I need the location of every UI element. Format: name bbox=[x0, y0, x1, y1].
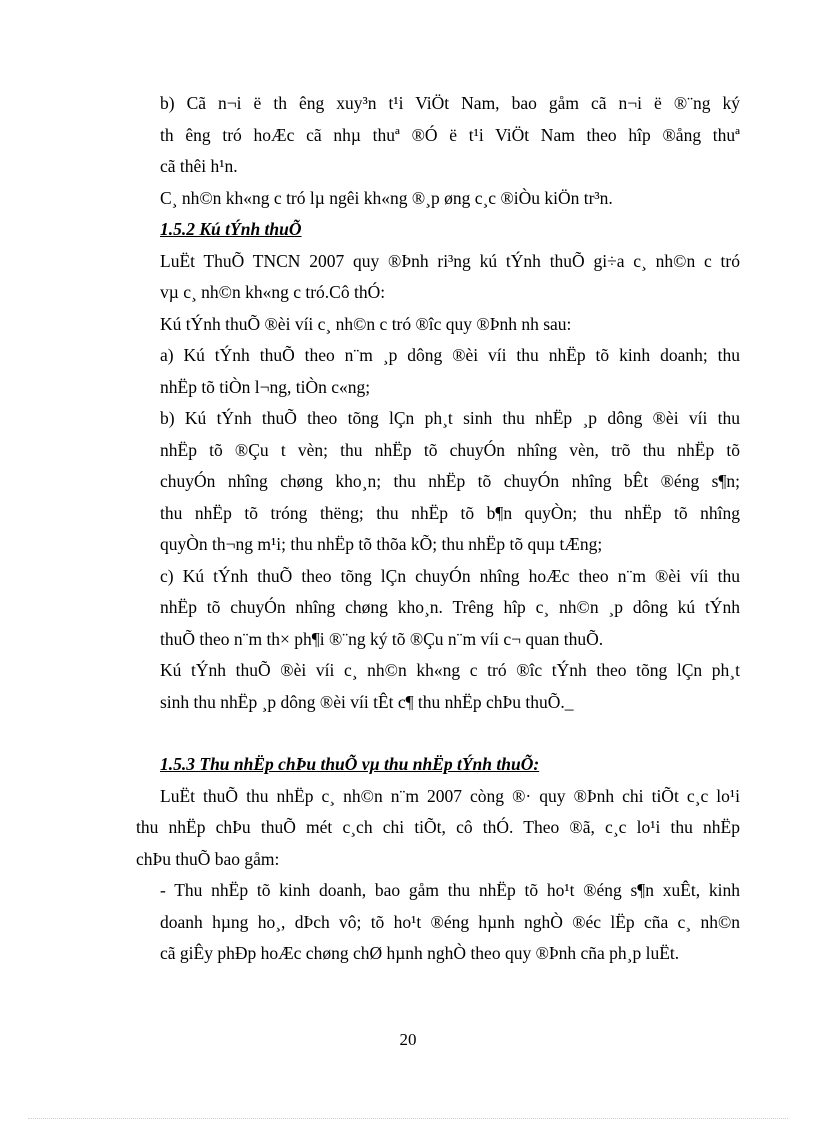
paragraph-line: Kú tÝnh thuÕ ®èi víi c¸ nh©n c tró ®îc quy ®Þnh nh sau: bbox=[160, 313, 572, 334]
paragraph-line: thu nhËp tõ tróng thëng; thu nhËp tõ b¶n quyÒn; thu nhËp tõ nhîng bbox=[160, 502, 740, 523]
paragraph-line: chuyÓn nhîng chøng kho¸n; thu nhËp tõ chuyÓn nhîng bÊt ®éng s¶n; bbox=[160, 471, 740, 491]
section-heading-1-5-2: 1.5.2 Kú tÝnh thuÕ bbox=[160, 219, 302, 239]
paragraph-line: vµ c¸ nh©n kh«ng c tró.Cô thÓ: bbox=[160, 282, 386, 302]
page-bottom-border bbox=[28, 1118, 788, 1119]
page-number: 20 bbox=[399, 1030, 417, 1049]
paragraph-line: LuËt ThuÕ TNCN 2007 quy ®Þnh ri³ng kú tÝnh thuÕ gi÷a c¸ nh©n c tró bbox=[160, 250, 740, 271]
paragraph-line: sinh thu nhËp ¸p dông ®èi víi tÊt c¶ thu nhËp chÞu thuÕ._ bbox=[160, 691, 574, 712]
page-body bbox=[136, 88, 740, 970]
paragraph-line: chÞu thuÕ bao gåm: bbox=[136, 848, 280, 869]
paragraph-line: C¸ nh©n kh«ng c tró lµ ngêi kh«ng ®¸p øng c¸c ®iÒu kiÖn tr³n. bbox=[160, 187, 613, 208]
section-heading-1-5-3: 1.5.3 Thu nhËp chÞu thuÕ vµ thu nhËp tÝnh thuÕ: bbox=[160, 754, 540, 774]
paragraph-line: Kú tÝnh thuÕ ®èi víi c¸ nh©n kh«ng c tró ®îc tÝnh theo tõng lÇn ph¸t bbox=[160, 660, 740, 680]
paragraph-line: nhËp tõ chuyÓn nhîng chøng kho¸n. Trêng hîp c¸ nh©n ¸p dông kú tÝnh bbox=[160, 597, 740, 617]
paragraph-line: b) Kú tÝnh thuÕ theo tõng lÇn ph¸t sinh thu nhËp ¸p dông ®èi víi thu bbox=[160, 408, 740, 428]
paragraph-line: thu nhËp chÞu thuÕ mét c¸ch chi tiÕt, cô thÓ. Theo ®ã, c¸c lo¹i thu nhËp bbox=[136, 817, 740, 837]
paragraph-line: b) Cã n¬i ë th êng xuy³n t¹i ViÖt Nam, bao gåm cã n¬i ë ®¨ng ký bbox=[160, 93, 740, 113]
paragraph-line: cã thêi h¹n. bbox=[160, 156, 238, 176]
paragraph-line: quyÒn th¬ng m¹i; thu nhËp tõ thõa kÕ; thu nhËp tõ quµ tÆng; bbox=[160, 534, 603, 554]
paragraph-line: th êng tró hoÆc cã nhµ thuª ®Ó ë t¹i ViÖt Nam theo hîp ®ång thuª bbox=[160, 124, 740, 145]
paragraph-line: LuËt thuÕ thu nhËp c¸ nh©n n¨m 2007 còng ®· quy ®Þnh chi tiÕt c¸c lo¹i bbox=[160, 785, 740, 806]
blank-line bbox=[160, 718, 740, 749]
paragraph-line: - Thu nhËp tõ kinh doanh, bao gåm thu nhËp tõ ho¹t ®éng s¶n xuÊt, kinh bbox=[160, 880, 740, 900]
paragraph-line: nhËp tõ ®Çu t vèn; thu nhËp tõ chuyÓn nhîng vèn, trõ thu nhËp tõ bbox=[160, 439, 740, 460]
paragraph-line: nhËp tõ tiÒn l¬ng, tiÒn c«ng; bbox=[160, 376, 371, 397]
paragraph-line: c) Kú tÝnh thuÕ theo tõng lÇn chuyÓn nhîng hoÆc theo n¨m ®èi víi thu bbox=[160, 565, 740, 586]
paragraph-line: cã giÊy phÐp hoÆc chøng chØ hµnh nghÒ theo quy ®Þnh cña ph¸p luËt. bbox=[160, 943, 680, 963]
paragraph-line: a) Kú tÝnh thuÕ theo n¨m ¸p dông ®èi víi thu nhËp tõ kinh doanh; thu bbox=[160, 345, 740, 365]
paragraph-line: thuÕ theo n¨m th× ph¶i ®¨ng ký tõ ®Çu n¨m víi c¬ quan thuÕ. bbox=[160, 628, 604, 649]
paragraph-line: doanh hµng ho¸, dÞch vô; tõ ho¹t ®éng hµnh nghÒ ®éc lËp cña c¸ nh©n bbox=[160, 911, 740, 932]
